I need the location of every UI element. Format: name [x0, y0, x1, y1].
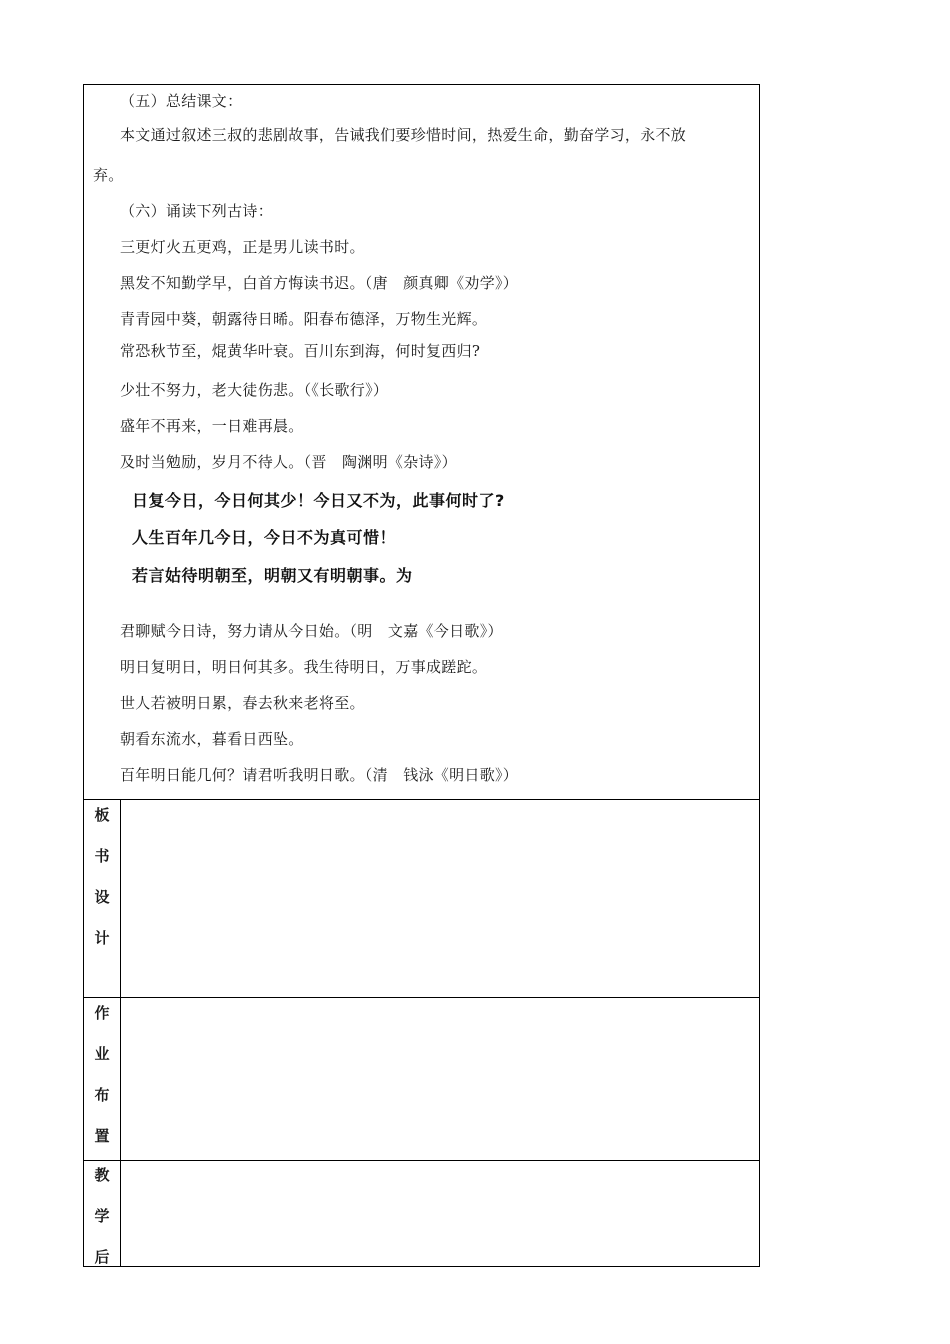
label-char: 书	[94, 847, 110, 865]
homework-label	[84, 998, 121, 1160]
reflection-label	[84, 1161, 121, 1266]
poem-line: 常恐秋节至，焜黄华叶衰。百川东到海，何时复西归?	[120, 342, 481, 360]
bold-poem-line: 若言姑待明朝至，明朝又有明朝事。为	[132, 566, 413, 585]
poem-line: 朝看东流水，暮看日西坠。	[120, 730, 304, 748]
homework-row	[84, 998, 759, 1161]
board-design-row	[84, 800, 759, 998]
section-five-heading: （五）总结课文：	[120, 92, 243, 110]
label-char: 板	[94, 806, 110, 824]
poem-line: 及时当勉励，岁月不待人。（晋 陶渊明《杂诗》）	[120, 453, 457, 471]
poem-line: 明日复明日，明日何其多。我生待明日，万事成蹉跎。	[120, 658, 488, 676]
section-six-heading: （六）诵读下列古诗：	[120, 202, 274, 220]
poem-line: 黑发不知勤学早，白首方悔读书迟。（唐 颜真卿《劝学》）	[120, 274, 519, 292]
reflection-content[interactable]	[121, 1161, 759, 1266]
bold-poem-line: 日复今日，今日何其少！今日又不为，此事何时了?	[132, 491, 505, 510]
poem-line: 三更灯火五更鸡，正是男儿读书时。	[120, 238, 365, 256]
reflection-row	[84, 1161, 759, 1266]
label-char: 业	[94, 1045, 110, 1063]
poem-line: 少壮不努力，老大徒伤悲。（《长歌行》）	[120, 381, 389, 399]
label-char: 教	[94, 1166, 110, 1184]
label-char: 后	[94, 1248, 110, 1266]
poem-line: 青青园中葵，朝露待日晞。阳春布德泽，万物生光辉。	[120, 310, 488, 328]
label-char: 置	[94, 1127, 110, 1145]
poem-line: 盛年不再来，一日难再晨。	[120, 417, 304, 435]
label-char: 计	[94, 929, 110, 947]
homework-content[interactable]	[121, 998, 759, 1160]
label-char: 布	[94, 1086, 110, 1104]
board-design-label	[84, 800, 121, 997]
lesson-plan-table	[83, 84, 760, 1267]
label-char: 设	[94, 888, 110, 906]
board-design-content[interactable]	[121, 800, 759, 997]
label-char: 作	[94, 1004, 110, 1022]
poem-line: 世人若被明日累，春去秋来老将至。	[120, 694, 365, 712]
summary-text: 本文通过叙述三叔的悲剧故事，告诫我们要珍惜时间，热爱生命，勤奋学习，永不放	[120, 126, 687, 144]
poem-line: 百年明日能几何？请君听我明日歌。（清 钱泳《明日歌》）	[120, 766, 519, 784]
teaching-process-cell	[84, 85, 759, 800]
summary-text-cont: 弃。	[93, 166, 124, 184]
bold-poem-line: 人生百年几今日，今日不为真可惜！	[132, 528, 397, 547]
label-char: 学	[94, 1207, 110, 1225]
poem-line: 君聊赋今日诗，努力请从今日始。（明 文嘉《今日歌》）	[120, 622, 503, 640]
